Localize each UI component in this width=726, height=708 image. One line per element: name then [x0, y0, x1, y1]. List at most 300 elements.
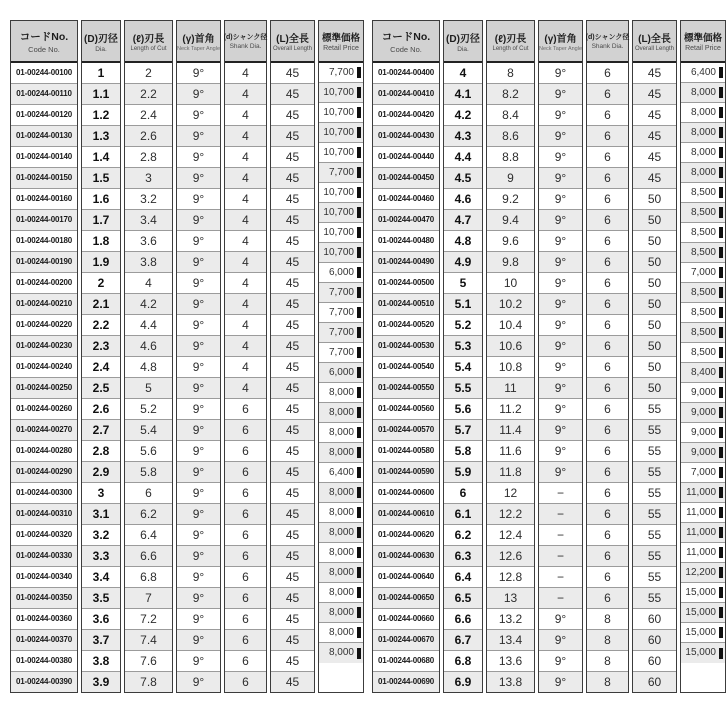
price-tier-bar-icon [719, 187, 723, 198]
overall-length-cell: 45 [633, 63, 676, 84]
retail-price-cell [681, 363, 725, 383]
neck-taper-angle-cell: 9° [177, 273, 220, 294]
shank-dia-cell: 6 [587, 567, 628, 588]
dia-cell: 3.9 [82, 672, 120, 692]
neck-taper-angle-cell: 9° [539, 336, 582, 357]
neck-taper-angle-cell: 9° [539, 168, 582, 189]
overall-length-cell: 50 [633, 231, 676, 252]
length-of-cut-cell: 9.6 [487, 231, 534, 252]
shank-dia-cell: 6 [587, 357, 628, 378]
column-length-of-cut [486, 20, 535, 693]
retail-price-cell [681, 263, 725, 283]
code-cell: 01-00244-00280 [11, 441, 77, 462]
price-value: 8,000 [328, 446, 354, 458]
column-dia [81, 20, 121, 693]
code-cell: 01-00244-00460 [373, 189, 439, 210]
price-value: 6,000 [328, 366, 354, 378]
price-tier-bar-icon [357, 547, 361, 558]
retail-price-cell [319, 483, 363, 503]
code-cell: 01-00244-00310 [11, 504, 77, 525]
shank-dia-cell: 6 [587, 273, 628, 294]
overall-length-cell: 55 [633, 441, 676, 462]
shank-dia-cell: 4 [225, 273, 266, 294]
shank-dia-cell: 6 [225, 420, 266, 441]
column-header-neck-taper-angle [177, 21, 220, 63]
overall-length-cell: 45 [271, 630, 314, 651]
price-value: 7,700 [328, 166, 354, 178]
price-value: 10,700 [323, 186, 354, 198]
code-cell: 01-00244-00260 [11, 399, 77, 420]
retail-price-cell [319, 603, 363, 623]
overall-length-cell: 50 [633, 294, 676, 315]
overall-length-cell: 45 [271, 672, 314, 692]
price-tier-bar-icon [719, 267, 723, 278]
length-of-cut-cell: 3.4 [125, 210, 172, 231]
retail-price-cell [319, 263, 363, 283]
overall-length-cell: 45 [271, 378, 314, 399]
length-of-cut-cell: 11.4 [487, 420, 534, 441]
retail-price-cell [681, 63, 725, 83]
column-overall-length [270, 20, 315, 693]
retail-price-cell [319, 363, 363, 383]
retail-price-cell [319, 403, 363, 423]
retail-price-cell [681, 423, 725, 443]
overall-length-cell: 45 [271, 567, 314, 588]
length-of-cut-cell: 11.8 [487, 462, 534, 483]
code-cell: 01-00244-00410 [373, 84, 439, 105]
neck-taper-angle-cell: 9° [539, 420, 582, 441]
neck-taper-angle-cell: 9° [539, 126, 582, 147]
length-of-cut-cell: 2.2 [125, 84, 172, 105]
price-tier-bar-icon [357, 347, 361, 358]
length-of-cut-cell: 4.6 [125, 336, 172, 357]
code-cell: 01-00244-00230 [11, 336, 77, 357]
code-cell: 01-00244-00660 [373, 609, 439, 630]
retail-price-cell [319, 503, 363, 523]
column-header-en: Neck Taper Angle [539, 46, 583, 52]
shank-dia-cell: 6 [225, 441, 266, 462]
length-of-cut-cell: 13.8 [487, 672, 534, 692]
overall-length-cell: 45 [271, 63, 314, 84]
dia-cell: 6.5 [444, 588, 482, 609]
price-tier-bar-icon [719, 307, 723, 318]
price-tier-bar-icon [357, 567, 361, 578]
length-of-cut-cell: 2.8 [125, 147, 172, 168]
overall-length-cell: 60 [633, 672, 676, 692]
neck-taper-angle-cell: 9° [539, 294, 582, 315]
shank-dia-cell: 6 [587, 462, 628, 483]
price-value: 8,000 [328, 406, 354, 418]
code-cell: 01-00244-00200 [11, 273, 77, 294]
price-tier-bar-icon [719, 247, 723, 258]
dia-cell: 5.6 [444, 399, 482, 420]
overall-length-cell: 45 [271, 294, 314, 315]
retail-price-cell [681, 483, 725, 503]
column-header-shank-dia [587, 21, 628, 63]
column-header-code [373, 21, 439, 63]
length-of-cut-cell: 4.2 [125, 294, 172, 315]
price-tier-bar-icon [357, 107, 361, 118]
price-tier-bar-icon [719, 447, 723, 458]
overall-length-cell: 45 [271, 588, 314, 609]
dia-cell: 2 [82, 273, 120, 294]
price-tier-bar-icon [719, 207, 723, 218]
length-of-cut-cell: 12 [487, 483, 534, 504]
code-cell: 01-00244-00550 [373, 378, 439, 399]
retail-price-cell [319, 343, 363, 363]
spec-tables [10, 20, 722, 693]
overall-length-cell: 45 [271, 168, 314, 189]
price-tier-bar-icon [357, 167, 361, 178]
shank-dia-cell: 6 [225, 609, 266, 630]
overall-length-cell: 45 [271, 315, 314, 336]
length-of-cut-cell: 13.2 [487, 609, 534, 630]
dia-cell: 3.1 [82, 504, 120, 525]
code-cell: 01-00244-00480 [373, 231, 439, 252]
price-tier-bar-icon [719, 627, 723, 638]
column-header-en: Length of Cut [492, 46, 529, 52]
retail-price-cell [681, 583, 725, 603]
column-shank-dia [224, 20, 267, 693]
dia-cell: 5.3 [444, 336, 482, 357]
length-of-cut-cell: 7.2 [125, 609, 172, 630]
price-tier-bar-icon [357, 607, 361, 618]
spec-table-right [372, 20, 726, 693]
retail-price-cell [681, 123, 725, 143]
code-cell: 01-00244-00150 [11, 168, 77, 189]
neck-taper-angle-cell: 9° [177, 63, 220, 84]
length-of-cut-cell: 4 [125, 273, 172, 294]
price-value: 8,000 [328, 546, 354, 558]
shank-dia-cell: 6 [587, 483, 628, 504]
retail-price-cell [319, 463, 363, 483]
overall-length-cell: 55 [633, 567, 676, 588]
price-tier-bar-icon [357, 127, 361, 138]
shank-dia-cell: 6 [587, 63, 628, 84]
column-header-retail-price [319, 21, 363, 63]
overall-length-cell: 45 [271, 441, 314, 462]
overall-length-cell: 45 [271, 210, 314, 231]
code-cell: 01-00244-00140 [11, 147, 77, 168]
overall-length-cell: 45 [271, 105, 314, 126]
dia-cell: 1 [82, 63, 120, 84]
neck-taper-angle-cell: 9° [177, 378, 220, 399]
price-tier-bar-icon [719, 427, 723, 438]
column-shank-dia [586, 20, 629, 693]
code-cell: 01-00244-00130 [11, 126, 77, 147]
retail-price-cell [319, 523, 363, 543]
length-of-cut-cell: 8 [487, 63, 534, 84]
code-cell: 01-00244-00190 [11, 252, 77, 273]
retail-price-cell [319, 143, 363, 163]
overall-length-cell: 45 [271, 525, 314, 546]
price-value: 15,000 [685, 586, 716, 598]
length-of-cut-cell: 12.4 [487, 525, 534, 546]
shank-dia-cell: 4 [225, 126, 266, 147]
shank-dia-cell: 4 [225, 168, 266, 189]
shank-dia-cell: 4 [225, 147, 266, 168]
code-cell: 01-00244-00100 [11, 63, 77, 84]
neck-taper-angle-cell: 9° [539, 378, 582, 399]
length-of-cut-cell: 10.8 [487, 357, 534, 378]
column-header-shank-dia [225, 21, 266, 63]
code-cell: 01-00244-00500 [373, 273, 439, 294]
neck-taper-angle-cell: 9° [177, 651, 220, 672]
length-of-cut-cell: 12.6 [487, 546, 534, 567]
code-cell: 01-00244-00430 [373, 126, 439, 147]
price-tier-bar-icon [719, 407, 723, 418]
retail-price-cell [681, 283, 725, 303]
retail-price-cell [319, 303, 363, 323]
shank-dia-cell: 6 [587, 231, 628, 252]
shank-dia-cell: 6 [587, 294, 628, 315]
shank-dia-cell: 4 [225, 63, 266, 84]
neck-taper-angle-cell: 9° [177, 126, 220, 147]
price-tier-bar-icon [719, 67, 723, 78]
price-tier-bar-icon [719, 567, 723, 578]
dia-cell: 6.4 [444, 567, 482, 588]
column-header-en: Overall Length [634, 46, 675, 52]
overall-length-cell: 55 [633, 504, 676, 525]
price-value: 7,000 [690, 266, 716, 278]
shank-dia-cell: 6 [587, 84, 628, 105]
shank-dia-cell: 4 [225, 252, 266, 273]
price-value: 8,000 [690, 146, 716, 158]
shank-dia-cell: 6 [587, 588, 628, 609]
dia-cell: 6.9 [444, 672, 482, 692]
column-header-retail-price [681, 21, 725, 63]
retail-price-cell [681, 183, 725, 203]
price-value: 8,000 [328, 586, 354, 598]
retail-price-cell [319, 183, 363, 203]
price-value: 7,700 [328, 326, 354, 338]
neck-taper-angle-cell: 9° [177, 588, 220, 609]
code-cell: 01-00244-00470 [373, 210, 439, 231]
neck-taper-angle-cell: 9° [539, 609, 582, 630]
retail-price-cell [681, 203, 725, 223]
price-tier-bar-icon [719, 227, 723, 238]
column-header-en: Overall Length [272, 46, 313, 52]
price-tier-bar-icon [719, 487, 723, 498]
length-of-cut-cell: 11.2 [487, 399, 534, 420]
neck-taper-angle-cell: 9° [177, 441, 220, 462]
column-retail-price [680, 20, 726, 693]
price-tier-bar-icon [357, 648, 361, 659]
column-header-jp: 標準価格 [683, 33, 722, 44]
overall-length-cell: 50 [633, 378, 676, 399]
overall-length-cell: 45 [271, 609, 314, 630]
price-tier-bar-icon [719, 367, 723, 378]
shank-dia-cell: 4 [225, 294, 266, 315]
dia-cell: 5 [444, 273, 482, 294]
neck-taper-angle-cell: 9° [539, 105, 582, 126]
price-tier-bar-icon [357, 67, 361, 78]
code-cell: 01-00244-00240 [11, 357, 77, 378]
price-value: 9,000 [690, 426, 716, 438]
dia-cell: 3.7 [82, 630, 120, 651]
shank-dia-cell: 4 [225, 105, 266, 126]
price-value: 8,000 [328, 526, 354, 538]
length-of-cut-cell: 3 [125, 168, 172, 189]
retail-price-cell [681, 303, 725, 323]
length-of-cut-cell: 5 [125, 378, 172, 399]
overall-length-cell: 55 [633, 462, 676, 483]
price-tier-bar-icon [719, 287, 723, 298]
price-value: 8,500 [690, 226, 716, 238]
neck-taper-angle-cell: 9° [177, 525, 220, 546]
shank-dia-cell: 4 [225, 378, 266, 399]
shank-dia-cell: 6 [225, 504, 266, 525]
overall-length-cell: 45 [271, 147, 314, 168]
length-of-cut-cell: 3.2 [125, 189, 172, 210]
neck-taper-angle-cell: 9° [177, 252, 220, 273]
overall-length-cell: 45 [271, 504, 314, 525]
neck-taper-angle-cell: − [539, 504, 582, 525]
neck-taper-angle-cell: 9° [539, 462, 582, 483]
price-tier-bar-icon [719, 147, 723, 158]
price-tier-bar-icon [357, 527, 361, 538]
shank-dia-cell: 6 [225, 462, 266, 483]
price-tier-bar-icon [719, 547, 723, 558]
code-cell: 01-00244-00250 [11, 378, 77, 399]
neck-taper-angle-cell: 9° [177, 672, 220, 692]
overall-length-cell: 45 [271, 357, 314, 378]
dia-cell: 1.4 [82, 147, 120, 168]
column-neck-taper-angle [538, 20, 583, 693]
code-cell: 01-00244-00650 [373, 588, 439, 609]
length-of-cut-cell: 7.6 [125, 651, 172, 672]
retail-price-cell [319, 163, 363, 183]
price-tier-bar-icon [357, 247, 361, 258]
retail-price-cell [681, 243, 725, 263]
code-cell: 01-00244-00170 [11, 210, 77, 231]
overall-length-cell: 50 [633, 210, 676, 231]
price-value: 11,000 [686, 526, 716, 538]
dia-cell: 6 [444, 483, 482, 504]
overall-length-cell: 45 [633, 168, 676, 189]
price-tier-bar-icon [357, 287, 361, 298]
price-value: 7,700 [328, 286, 354, 298]
length-of-cut-cell: 6.6 [125, 546, 172, 567]
dia-cell: 4.2 [444, 105, 482, 126]
code-cell: 01-00244-00350 [11, 588, 77, 609]
shank-dia-cell: 6 [587, 105, 628, 126]
column-header-dia [82, 21, 120, 63]
overall-length-cell: 55 [633, 420, 676, 441]
neck-taper-angle-cell: 9° [177, 420, 220, 441]
neck-taper-angle-cell: 9° [177, 483, 220, 504]
price-value: 8,000 [328, 566, 354, 578]
length-of-cut-cell: 8.2 [487, 84, 534, 105]
dia-cell: 2.9 [82, 462, 120, 483]
neck-taper-angle-cell: 9° [539, 357, 582, 378]
column-header-en: Code No. [390, 44, 422, 54]
price-tier-bar-icon [357, 187, 361, 198]
price-value: 7,700 [328, 346, 354, 358]
code-cell: 01-00244-00110 [11, 84, 77, 105]
overall-length-cell: 50 [633, 252, 676, 273]
shank-dia-cell: 8 [587, 672, 628, 692]
shank-dia-cell: 6 [587, 525, 628, 546]
column-dia [443, 20, 483, 693]
retail-price-cell [319, 223, 363, 243]
price-tier-bar-icon [719, 107, 723, 118]
neck-taper-angle-cell: 9° [177, 168, 220, 189]
code-cell: 01-00244-00120 [11, 105, 77, 126]
shank-dia-cell: 6 [587, 147, 628, 168]
code-cell: 01-00244-00600 [373, 483, 439, 504]
price-value: 8,000 [328, 426, 354, 438]
shank-dia-cell: 4 [225, 189, 266, 210]
spec-table-left [10, 20, 364, 693]
price-value: 15,000 [685, 606, 716, 618]
dia-cell: 2.4 [82, 357, 120, 378]
price-value: 8,000 [328, 486, 354, 498]
length-of-cut-cell: 2 [125, 63, 172, 84]
price-value: 8,000 [690, 166, 716, 178]
price-value: 8,400 [690, 366, 716, 378]
column-header-length-of-cut [487, 21, 534, 63]
dia-cell: 5.1 [444, 294, 482, 315]
length-of-cut-cell: 6.4 [125, 525, 172, 546]
neck-taper-angle-cell: − [539, 588, 582, 609]
column-header-en: Retail Price [685, 45, 721, 52]
price-tier-bar-icon [719, 327, 723, 338]
shank-dia-cell: 6 [587, 441, 628, 462]
retail-price-cell [681, 503, 725, 523]
column-header-jp: (d)シャンク径 [585, 34, 630, 41]
dia-cell: 3.6 [82, 609, 120, 630]
price-tier-bar-icon [357, 327, 361, 338]
column-header-overall-length [271, 21, 314, 63]
shank-dia-cell: 6 [225, 630, 266, 651]
code-cell: 01-00244-00270 [11, 420, 77, 441]
dia-cell: 6.2 [444, 525, 482, 546]
dia-cell: 1.8 [82, 231, 120, 252]
overall-length-cell: 55 [633, 483, 676, 504]
column-header-jp: 標準価格 [321, 33, 360, 44]
price-value: 11,000 [686, 486, 716, 498]
overall-length-cell: 45 [271, 189, 314, 210]
price-value: 9,000 [690, 446, 716, 458]
price-tier-bar-icon [719, 467, 723, 478]
neck-taper-angle-cell: − [539, 546, 582, 567]
price-value: 10,700 [323, 126, 354, 138]
retail-price-cell [319, 83, 363, 103]
price-value: 15,000 [685, 647, 716, 658]
neck-taper-angle-cell: − [539, 567, 582, 588]
price-value: 8,000 [328, 606, 354, 618]
dia-cell: 4.1 [444, 84, 482, 105]
code-cell: 01-00244-00160 [11, 189, 77, 210]
shank-dia-cell: 4 [225, 84, 266, 105]
overall-length-cell: 45 [633, 84, 676, 105]
neck-taper-angle-cell: 9° [177, 315, 220, 336]
neck-taper-angle-cell: 9° [177, 210, 220, 231]
neck-taper-angle-cell: 9° [177, 567, 220, 588]
shank-dia-cell: 6 [587, 210, 628, 231]
price-tier-bar-icon [719, 347, 723, 358]
retail-price-cell [319, 443, 363, 463]
length-of-cut-cell: 6 [125, 483, 172, 504]
retail-price-cell [681, 463, 725, 483]
shank-dia-cell: 6 [587, 168, 628, 189]
dia-cell: 3.2 [82, 525, 120, 546]
column-neck-taper-angle [176, 20, 221, 693]
dia-cell: 2.5 [82, 378, 120, 399]
retail-price-cell [319, 543, 363, 563]
neck-taper-angle-cell: 9° [539, 189, 582, 210]
